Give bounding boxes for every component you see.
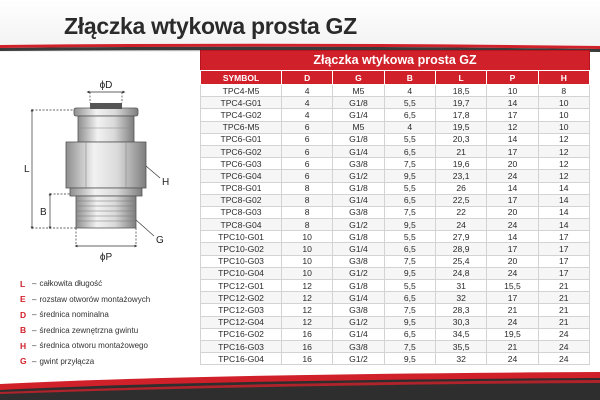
hex-body xyxy=(66,142,146,188)
table-cell: G1/4 xyxy=(333,145,384,157)
table-row xyxy=(201,219,590,231)
table-cell: 6,5 xyxy=(384,194,435,206)
table-cell: 10 xyxy=(538,109,589,121)
table-cell: 5,5 xyxy=(384,133,435,145)
table-cell: 8 xyxy=(282,219,333,231)
table-cell: G1/8 xyxy=(333,182,384,194)
legend-item xyxy=(20,338,190,354)
table-cell: TPC16-G02 xyxy=(201,328,282,340)
table-cell: 6,5 xyxy=(384,328,435,340)
table-cell: 21 xyxy=(487,340,538,352)
table-cell: 22,5 xyxy=(435,194,486,206)
table-cell: 4 xyxy=(282,97,333,109)
table-cell: 19,5 xyxy=(435,121,486,133)
table-cell: 4 xyxy=(384,85,435,97)
table-cell: 21 xyxy=(538,280,589,292)
table-cell: 7,5 xyxy=(384,255,435,267)
legend-key: L xyxy=(20,278,26,289)
table-cell: 5,5 xyxy=(384,231,435,243)
dim-p-label: ϕP xyxy=(99,252,113,263)
table-cell: G1/2 xyxy=(333,316,384,328)
table-cell: 19,5 xyxy=(487,328,538,340)
legend-text: średnica otworu montażowego xyxy=(39,341,148,351)
table-cell: 21 xyxy=(538,316,589,328)
table-cell: 34,5 xyxy=(435,328,486,340)
table-cell: 10 xyxy=(487,85,538,97)
table-cell: 10 xyxy=(282,231,333,243)
table-cell: 17 xyxy=(538,267,589,279)
table-cell: 14 xyxy=(487,97,538,109)
table-cell: 24 xyxy=(487,219,538,231)
table-cell: 22 xyxy=(435,206,486,218)
table-cell: 16 xyxy=(282,353,333,365)
table-row xyxy=(201,170,590,182)
table-cell: 26 xyxy=(435,182,486,194)
column-header: SYMBOL xyxy=(201,71,282,85)
table-cell: 9,5 xyxy=(384,219,435,231)
table-cell: 19,7 xyxy=(435,97,486,109)
spec-table xyxy=(200,50,590,365)
table-cell: 12 xyxy=(282,316,333,328)
table-cell: TPC4-G02 xyxy=(201,109,282,121)
table-cell: G1/8 xyxy=(333,97,384,109)
table-cell: TPC16-G03 xyxy=(201,340,282,352)
column-header: G xyxy=(333,71,384,85)
table-cell: 24 xyxy=(538,340,589,352)
table-cell: 10 xyxy=(282,255,333,267)
table-cell: 24 xyxy=(487,316,538,328)
table-cell: 5,5 xyxy=(384,280,435,292)
table-cell: 4 xyxy=(384,121,435,133)
dim-h-label: H xyxy=(162,177,170,188)
legend-key: E xyxy=(20,294,26,305)
legend-text: gwint przyłącza xyxy=(39,356,95,366)
table-cell: 31 xyxy=(435,280,486,292)
table-cell: 24 xyxy=(487,170,538,182)
table-cell: G1/2 xyxy=(333,219,384,231)
table-row xyxy=(201,97,590,109)
table-cell: 30,3 xyxy=(435,316,486,328)
table-row xyxy=(201,133,590,145)
table-cell: 12 xyxy=(538,145,589,157)
table-cell: 14 xyxy=(538,182,589,194)
column-header: P xyxy=(487,71,538,85)
legend-key: B xyxy=(20,325,27,336)
table-row xyxy=(201,328,590,340)
table-cell: TPC12-G02 xyxy=(201,292,282,304)
table-row xyxy=(201,182,590,194)
table-cell: G3/8 xyxy=(333,158,384,170)
table-cell: 17,8 xyxy=(435,109,486,121)
table-cell: 6,5 xyxy=(384,292,435,304)
table-cell: 12 xyxy=(538,158,589,170)
table-cell: 9,5 xyxy=(384,316,435,328)
table-cell: 20 xyxy=(487,206,538,218)
table-cell: 7,5 xyxy=(384,340,435,352)
table-cell: 12 xyxy=(282,280,333,292)
table-row xyxy=(201,255,590,267)
legend-dash: – xyxy=(32,325,37,335)
table-cell: 7,5 xyxy=(384,158,435,170)
table-cell: 21 xyxy=(435,145,486,157)
table-cell: 8 xyxy=(282,182,333,194)
table-cell: 19,6 xyxy=(435,158,486,170)
table-row xyxy=(201,194,590,206)
table-row xyxy=(201,280,590,292)
legend-dash: – xyxy=(32,279,37,289)
table-row xyxy=(201,267,590,279)
table-cell: G1/4 xyxy=(333,194,384,206)
table-cell: G1/4 xyxy=(333,109,384,121)
table-cell: TPC10-G02 xyxy=(201,243,282,255)
table-cell: 12 xyxy=(538,133,589,145)
table-cell: G1/2 xyxy=(333,267,384,279)
table-row xyxy=(201,231,590,243)
table-cell: 12 xyxy=(538,170,589,182)
column-header: H xyxy=(538,71,589,85)
table-cell: 5,5 xyxy=(384,97,435,109)
table-cell: 17 xyxy=(538,231,589,243)
table-cell: 6 xyxy=(282,133,333,145)
table-cell: G1/2 xyxy=(333,353,384,365)
table-cell: 6 xyxy=(282,170,333,182)
table-cell: 8 xyxy=(282,206,333,218)
table-cell: 6 xyxy=(282,158,333,170)
table-cell: 9,5 xyxy=(384,353,435,365)
table-cell: 24 xyxy=(487,353,538,365)
table-cell: 10 xyxy=(282,243,333,255)
technical-drawing xyxy=(10,70,200,270)
table-cell: 20 xyxy=(487,158,538,170)
table-cell: 14 xyxy=(487,231,538,243)
table-row xyxy=(201,121,590,133)
legend-item xyxy=(20,292,190,308)
table-cell: 14 xyxy=(538,206,589,218)
table-row xyxy=(201,206,590,218)
table-cell: 14 xyxy=(538,194,589,206)
table-cell: 17 xyxy=(487,194,538,206)
table-cell: 6,5 xyxy=(384,109,435,121)
dim-b-label: B xyxy=(40,207,47,218)
table-row xyxy=(201,109,590,121)
table-cell: 18,5 xyxy=(435,85,486,97)
table-cell: 6,5 xyxy=(384,145,435,157)
table-cell: TPC8-G01 xyxy=(201,182,282,194)
table-cell: 8 xyxy=(282,194,333,206)
collet-top xyxy=(90,103,122,109)
legend-item xyxy=(20,307,190,323)
table-cell: 24,8 xyxy=(435,267,486,279)
table-header-row xyxy=(201,71,590,85)
legend xyxy=(20,276,190,369)
table-cell: 9,5 xyxy=(384,267,435,279)
table-cell: 17 xyxy=(538,255,589,267)
upper-body xyxy=(78,116,134,142)
table-cell: 12 xyxy=(282,292,333,304)
table-cell: 6,5 xyxy=(384,243,435,255)
table-cell: 14 xyxy=(538,219,589,231)
table-cell: 20 xyxy=(487,255,538,267)
table-cell: G3/8 xyxy=(333,340,384,352)
footer-swoosh xyxy=(0,372,600,400)
table-cell: 14 xyxy=(487,182,538,194)
table-cell: 20,3 xyxy=(435,133,486,145)
legend-item xyxy=(20,323,190,339)
table-cell: 9,5 xyxy=(384,170,435,182)
table-cell: 21 xyxy=(538,304,589,316)
table-cell: 6 xyxy=(282,145,333,157)
table-row xyxy=(201,353,590,365)
table-cell: 8 xyxy=(538,85,589,97)
table-cell: G1/8 xyxy=(333,280,384,292)
table-cell: 17 xyxy=(538,243,589,255)
table-cell: G1/8 xyxy=(333,231,384,243)
table-row xyxy=(201,243,590,255)
legend-item xyxy=(20,276,190,292)
legend-key: H xyxy=(20,340,27,351)
table-title: Złączka wtykowa prosta GZ xyxy=(200,50,590,70)
table-cell: M5 xyxy=(333,121,384,133)
table-cell: 28,3 xyxy=(435,304,486,316)
table-cell: TPC10-G04 xyxy=(201,267,282,279)
table-cell: 10 xyxy=(538,97,589,109)
legend-dash: – xyxy=(32,310,37,320)
legend-dash: – xyxy=(32,341,37,351)
table-row xyxy=(201,145,590,157)
table-cell: 28,9 xyxy=(435,243,486,255)
dim-g-label: G xyxy=(156,235,164,246)
table-cell: 24 xyxy=(538,328,589,340)
table-cell: 12 xyxy=(282,304,333,316)
table-row xyxy=(201,340,590,352)
legend-key: G xyxy=(20,356,27,367)
table-cell: G1/4 xyxy=(333,328,384,340)
table-cell: G1/4 xyxy=(333,243,384,255)
collet-ring xyxy=(74,108,138,116)
table-cell: 5,5 xyxy=(384,182,435,194)
table-cell: 32 xyxy=(435,292,486,304)
table-cell: G1/2 xyxy=(333,170,384,182)
table-cell: 16 xyxy=(282,340,333,352)
table-cell: G3/8 xyxy=(333,255,384,267)
table-cell: 23,1 xyxy=(435,170,486,182)
collar xyxy=(70,188,142,196)
table-cell: 14 xyxy=(487,133,538,145)
column-header: L xyxy=(435,71,486,85)
table-cell: 17 xyxy=(487,109,538,121)
dim-l-label: L xyxy=(24,164,30,175)
table-cell: TPC4-M5 xyxy=(201,85,282,97)
table-row xyxy=(201,292,590,304)
table-cell: TPC12-G01 xyxy=(201,280,282,292)
legend-text: rozstaw otworów montażowych xyxy=(39,294,151,304)
table-cell: 6 xyxy=(282,121,333,133)
table-cell: 10 xyxy=(282,267,333,279)
table-cell: 32 xyxy=(435,353,486,365)
table-cell: 7,5 xyxy=(384,304,435,316)
table-cell: 17 xyxy=(487,145,538,157)
table-cell: TPC16-G04 xyxy=(201,353,282,365)
table-cell: 24 xyxy=(435,219,486,231)
table-cell: M5 xyxy=(333,85,384,97)
table-cell: TPC8-G04 xyxy=(201,219,282,231)
table-cell: TPC6-G02 xyxy=(201,145,282,157)
table-row xyxy=(201,158,590,170)
dim-d-label: ϕD xyxy=(99,80,113,91)
table-cell: TPC6-G03 xyxy=(201,158,282,170)
table-cell: 25,4 xyxy=(435,255,486,267)
table-cell: 21 xyxy=(538,292,589,304)
table-row xyxy=(201,304,590,316)
page-header xyxy=(0,0,600,52)
table-cell: G1/8 xyxy=(333,133,384,145)
table-cell: 27,9 xyxy=(435,231,486,243)
table-cell: 4 xyxy=(282,85,333,97)
legend-key: D xyxy=(20,309,27,320)
table-cell: 24 xyxy=(538,353,589,365)
table-cell: 12 xyxy=(487,121,538,133)
table-cell: TPC8-G03 xyxy=(201,206,282,218)
column-header: B xyxy=(384,71,435,85)
table-cell: TPC6-G01 xyxy=(201,133,282,145)
page-title: Złączka wtykowa prosta GZ xyxy=(64,13,357,39)
table-cell: 24 xyxy=(487,267,538,279)
legend-text: całkowita długość xyxy=(39,279,103,289)
table-cell: TPC12-G04 xyxy=(201,316,282,328)
legend-text: średnica zewnętrzna gwintu xyxy=(39,325,139,335)
table-cell: 4 xyxy=(282,109,333,121)
table-cell: 17 xyxy=(487,292,538,304)
legend-text: średnica nominalna xyxy=(39,310,109,320)
table-cell: 35,5 xyxy=(435,340,486,352)
legend-dash: – xyxy=(32,294,37,304)
table-cell: G1/4 xyxy=(333,292,384,304)
table-cell: TPC8-G02 xyxy=(201,194,282,206)
table-cell: TPC6-G04 xyxy=(201,170,282,182)
table-cell: TPC6-M5 xyxy=(201,121,282,133)
table-cell: G3/8 xyxy=(333,304,384,316)
table-cell: 16 xyxy=(282,328,333,340)
legend-item xyxy=(20,354,190,370)
table-cell: 21 xyxy=(487,304,538,316)
table-cell: TPC4-G01 xyxy=(201,97,282,109)
table-cell: 7,5 xyxy=(384,206,435,218)
legend-dash: – xyxy=(32,356,37,366)
table-cell: 10 xyxy=(538,121,589,133)
column-header: D xyxy=(282,71,333,85)
table-cell: TPC10-G03 xyxy=(201,255,282,267)
table-cell: G3/8 xyxy=(333,206,384,218)
table-row xyxy=(201,85,590,97)
table-row xyxy=(201,316,590,328)
table-cell: 17 xyxy=(487,243,538,255)
table-cell: 15,5 xyxy=(487,280,538,292)
table-cell: TPC10-G01 xyxy=(201,231,282,243)
table-cell: TPC12-G03 xyxy=(201,304,282,316)
